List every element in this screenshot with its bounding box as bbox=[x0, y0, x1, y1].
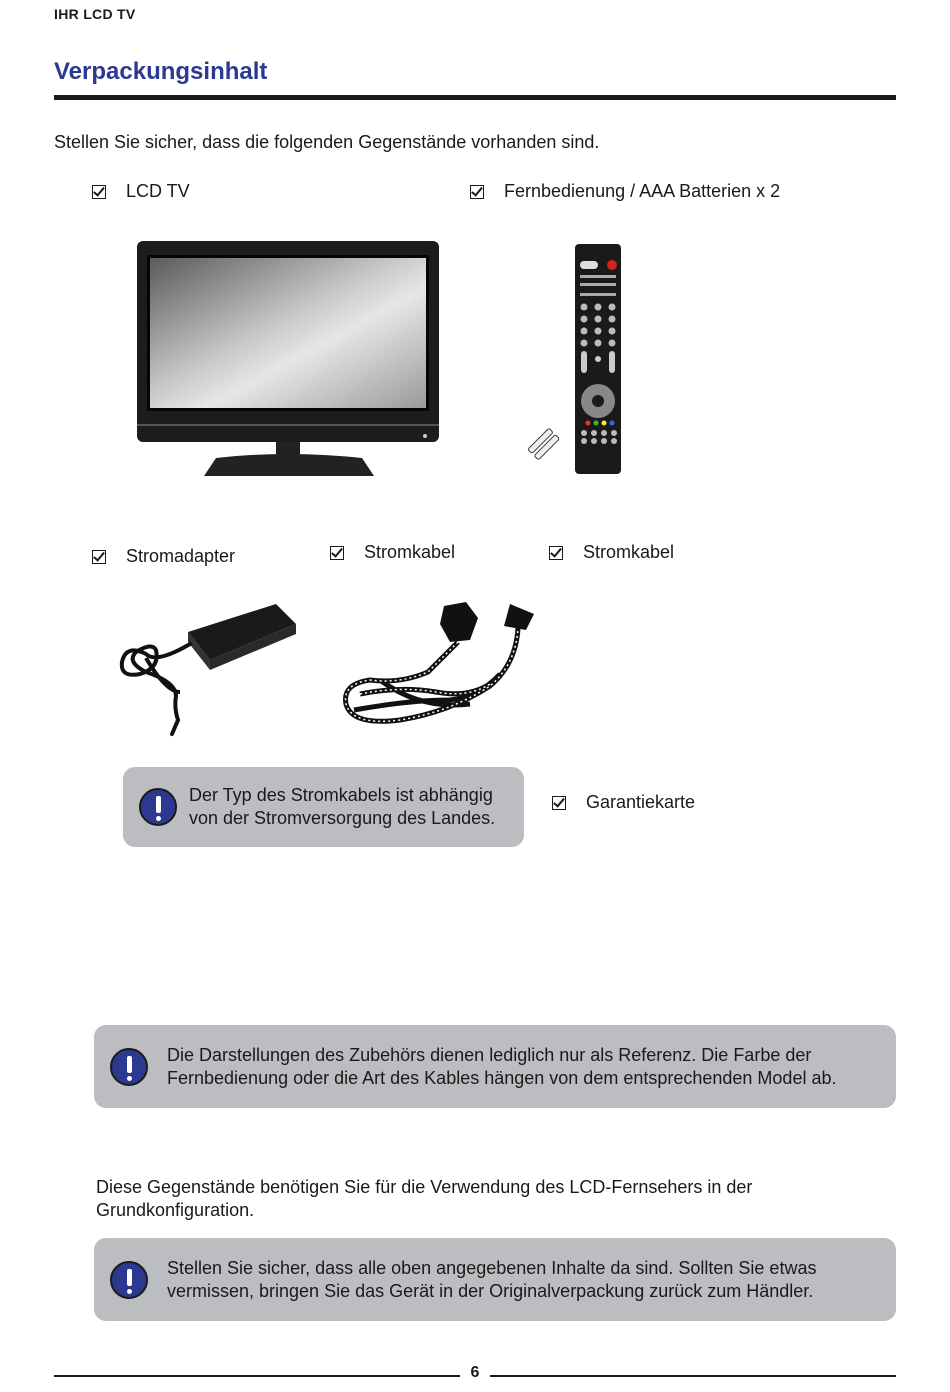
item-label: LCD TV bbox=[126, 181, 190, 201]
item-remote bbox=[470, 181, 780, 202]
remote-illustration bbox=[574, 243, 622, 475]
item-warranty bbox=[552, 792, 695, 813]
adapter-illustration bbox=[116, 602, 300, 740]
footer-rule-left bbox=[54, 1375, 460, 1377]
note-text: Der Typ des Stromkabels ist abhängig von der Stromversorgung des Landes. bbox=[189, 785, 496, 828]
item-label: Stromkabel bbox=[583, 542, 675, 562]
warning-icon bbox=[139, 788, 177, 826]
footer-rule-right bbox=[490, 1375, 896, 1377]
item-cable-1 bbox=[330, 542, 455, 563]
item-adapter bbox=[92, 546, 235, 567]
note-text: Stellen Sie sicher, dass alle oben angegebenen Inhalte da sind. Sollten Sie etwas vermissen, bringen Sie das Gerät in der Originalverpackung zurück zum Händler. bbox=[167, 1257, 817, 1301]
power-cable-illustration bbox=[340, 600, 536, 734]
checkbox-icon bbox=[330, 546, 344, 560]
checkbox-icon bbox=[92, 185, 106, 199]
page-number: 6 bbox=[470, 1364, 480, 1381]
checkbox-icon bbox=[552, 796, 566, 810]
item-lcd-tv bbox=[92, 181, 190, 202]
item-label: Stromkabel bbox=[364, 542, 456, 562]
item-label: Fernbedienung / AAA Batterien x 2 bbox=[504, 181, 781, 201]
section-title: Verpackungsinhalt bbox=[54, 58, 268, 85]
intro-text: Stellen Sie sicher, dass die folgenden Gegenstände vorhanden sind. bbox=[54, 132, 600, 152]
running-header: IHR LCD TV bbox=[54, 6, 136, 22]
item-cable-2 bbox=[549, 542, 674, 563]
item-label: Stromadapter bbox=[126, 546, 236, 566]
tv-illustration bbox=[136, 240, 442, 480]
note-check-contents bbox=[94, 1238, 896, 1321]
warning-icon bbox=[110, 1048, 148, 1086]
note-text: Die Darstellungen des Zubehörs dienen lediglich nur als Referenz. Die Farbe der Fernbedienung oder die Art des Kables hängen von dem entsprechenden Model ab. bbox=[167, 1044, 837, 1088]
checkbox-icon bbox=[92, 550, 106, 564]
checkbox-icon bbox=[549, 546, 563, 560]
warning-icon bbox=[110, 1261, 148, 1299]
item-label: Garantiekarte bbox=[586, 792, 696, 812]
note-reference bbox=[94, 1025, 896, 1108]
checkbox-icon bbox=[470, 185, 484, 199]
batteries-illustration bbox=[524, 426, 564, 460]
title-divider bbox=[54, 95, 896, 100]
note-cable-type bbox=[123, 767, 524, 847]
requirement-text: Diese Gegenstände benötigen Sie für die Verwendung des LCD-Fernsehers in der Grundkonfiguration. bbox=[96, 1177, 753, 1220]
